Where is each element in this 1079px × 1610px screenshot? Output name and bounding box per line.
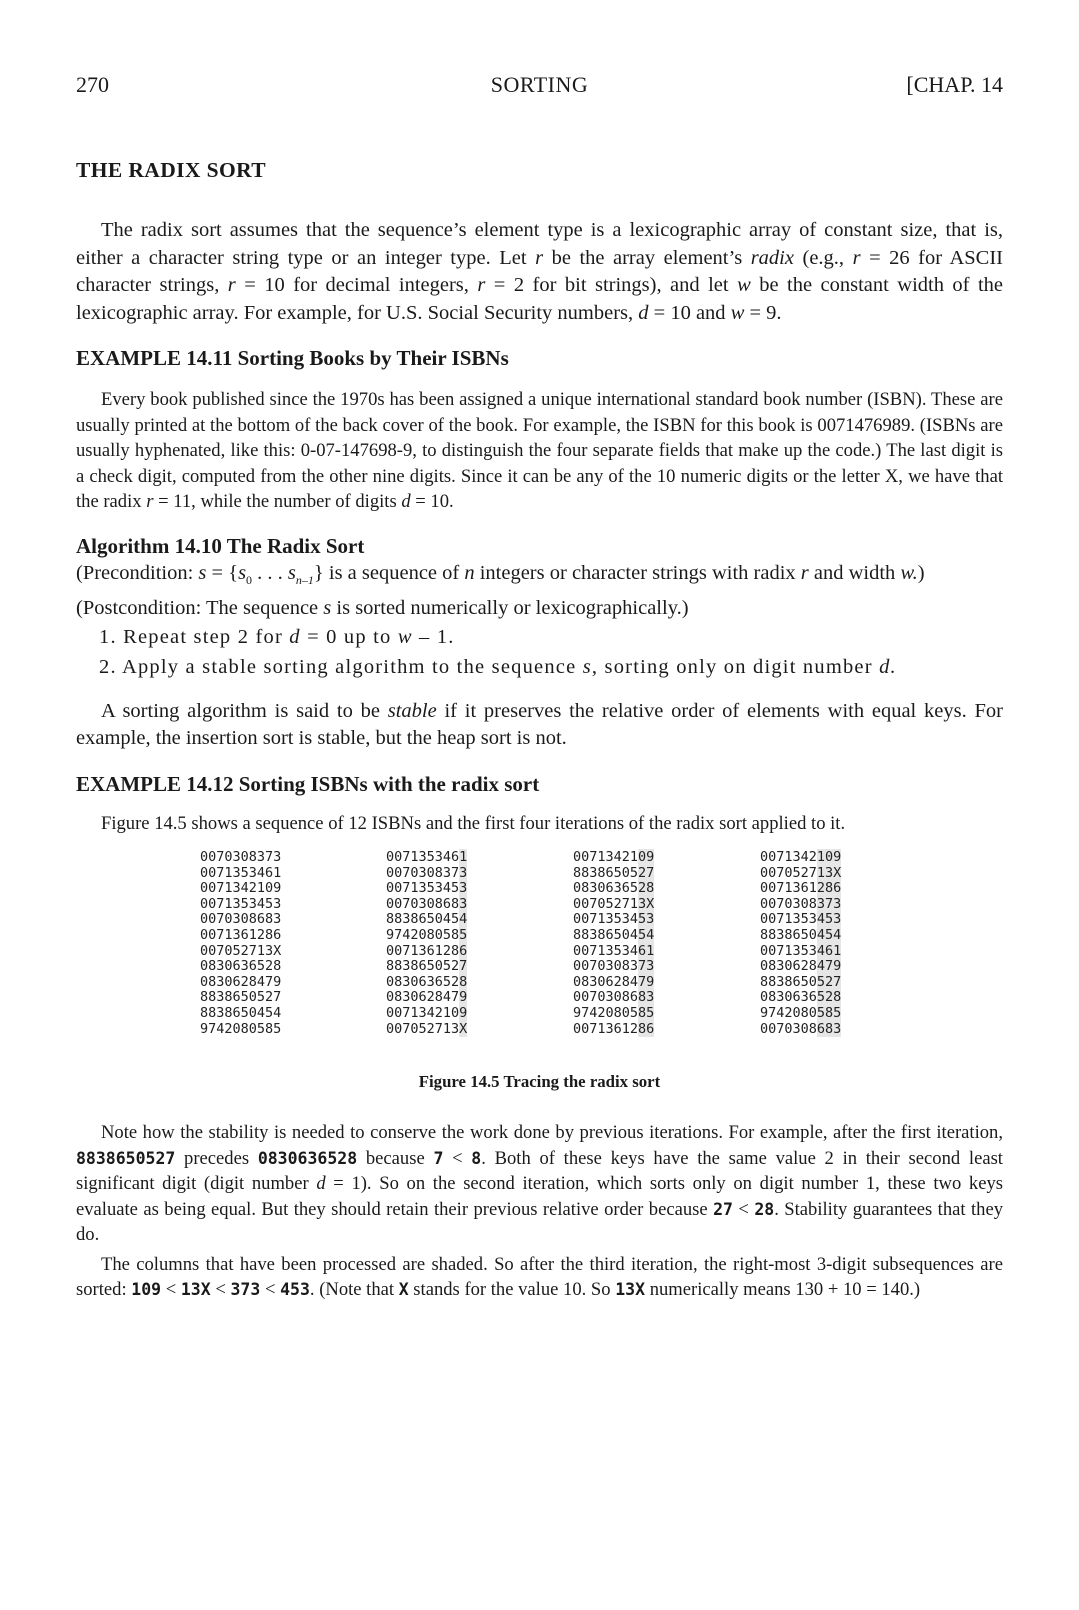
isbn-entry: 9742080585 (573, 1005, 655, 1022)
isbn-entry: 0070308373 (760, 895, 842, 912)
isbn-entry: 007052713X (200, 942, 282, 959)
isbn-entry: 0071353461 (760, 942, 842, 959)
isbn-entry: 0071353461 (200, 864, 282, 881)
isbn-entry: 0830636528 (386, 973, 468, 990)
isbn-entry: 8838650454 (200, 1005, 282, 1022)
isbn-entry: 0071342109 (573, 849, 655, 866)
algorithm-step-2: 2. Apply a stable sorting algorithm to the sequence s, sorting only on digit number d. (99, 655, 897, 678)
isbn-entry: 9742080585 (760, 1005, 842, 1022)
algorithm-title: Algorithm 14.10 The Radix Sort (76, 533, 365, 558)
isbn-entry: 0071342109 (760, 849, 842, 866)
isbn-entry: 0071361286 (573, 1020, 655, 1037)
isbn-entry: 0071353453 (573, 911, 655, 928)
intro-paragraph: The radix sort assumes that the sequence’s element type is a lexicographic array of constant size, that is, either a character string type or an integer type. Let r be the array element’s radix (e.g., r = 26 for ASCII character strings, r = 10 for decimal integers, r = 2 for bit strings), and let w be the constant width of the lexicographic array. For example, for U.S. Social Security numbers, d = 10 and w = 9. (76, 219, 1003, 324)
isbn-entry: 8838650454 (760, 927, 842, 944)
page-content (76, 158, 1003, 1303)
trace-column-initial (200, 850, 281, 1037)
isbn-entry: 0830636528 (760, 989, 842, 1006)
isbn-entry: 0071353461 (386, 849, 468, 866)
isbn-entry: 0070308683 (386, 895, 468, 912)
example-14-11-text: Every book published since the 1970s has been assigned a unique international standard book number (ISBN). These are usually printed at the bottom of the back cover of the book. For example, the ISBN for this book is 0071476989. (ISBNs are usually hyphenated, like this: 0-07-147698-9, to distinguish the four separate fields that make up the code.) The last digit is a check digit, computed from the other nine digits. Since it can be any of the 10 numeric digits or the letter X, we have that the radix r = 11, while the number of digits d = 10. (76, 389, 1003, 512)
isbn-entry: 0071361286 (760, 880, 842, 897)
isbn-entry: 0071353453 (386, 880, 468, 897)
page-header (76, 72, 1003, 102)
example-14-11-title: EXAMPLE 14.11 Sorting Books by Their ISBNs (76, 346, 509, 370)
chapter-label: [CHAP. 14 (906, 72, 1003, 97)
algorithm-step-1: 1. Repeat step 2 for d = 0 up to w – 1. (99, 625, 455, 648)
isbn-entry: 0070308373 (200, 849, 282, 866)
algorithm-postcondition: (Postcondition: The sequence s is sorted numerically or lexicographically.) (76, 596, 689, 619)
isbn-entry: 9742080585 (200, 1020, 282, 1037)
trace-column-iteration-3 (760, 850, 841, 1037)
stable-definition-paragraph: A sorting algorithm is said to be stable if it preserves the relative order of elements with equal keys. For example, the insertion sort is stable, but the heap sort is not. (76, 699, 1003, 750)
trace-column-iteration-1 (386, 850, 467, 1037)
figure-caption: Figure 14.5 Tracing the radix sort (418, 1072, 661, 1092)
isbn-entry: 0071361286 (386, 942, 468, 959)
isbn-entry: 8838650454 (386, 911, 468, 928)
example-14-12-title: EXAMPLE 14.12 Sorting ISBNs with the radix sort (76, 771, 540, 796)
isbn-entry: 0070308683 (760, 1020, 842, 1037)
isbn-entry: 0071342109 (200, 880, 282, 897)
stability-note-paragraph: Note how the stability is needed to conserve the work done by previous iterations. For example, after the first iteration, 8838650527 precedes 0830636528 because 7 < 8. Both of these keys have the same value 2 in their second least significant digit (digit number d = 1). So on the second iteration, which sorts only on digit number 1, these two keys evaluate as being equal. But they should retain their previous relative order because 27 < 28. Stability guarantees that they do. (76, 1122, 1003, 1246)
isbn-entry: 007052713X (760, 864, 842, 881)
isbn-entry: 0071342109 (386, 1005, 468, 1022)
isbn-entry: 0071353453 (200, 895, 282, 912)
example-14-12-text: Figure 14.5 shows a sequence of 12 ISBNs and the first four iterations of the radix sort applied to it. (101, 812, 846, 834)
isbn-entry: 8838650454 (573, 927, 655, 944)
isbn-entry: 8838650527 (573, 864, 655, 881)
isbn-entry: 0071361286 (200, 927, 282, 944)
isbn-entry: 8838650527 (200, 989, 282, 1006)
isbn-entry: 0070308373 (386, 864, 468, 881)
radix-trace-figure (76, 850, 1003, 1045)
isbn-entry: 0830628479 (760, 958, 842, 975)
isbn-entry: 0070308373 (573, 958, 655, 975)
isbn-entry: 0070308683 (200, 911, 282, 928)
isbn-entry: 0830628479 (200, 973, 282, 990)
algorithm-precondition: (Precondition: $s = \{s_0$ . . . $s_{n-1}$} is a sequence of n integers or character strings with radix r and width w.) (76, 561, 925, 587)
isbn-entry: 0830636528 (200, 958, 282, 975)
isbn-entry: 0071353453 (760, 911, 842, 928)
isbn-entry: 9742080585 (386, 927, 468, 944)
isbn-entry: 007052713X (573, 895, 655, 912)
isbn-entry: 0070308683 (573, 989, 655, 1006)
isbn-entry: 8838650527 (760, 973, 842, 990)
page-number: 270 (76, 72, 109, 97)
shading-note-paragraph: The columns that have been processed are shaded. So after the third iteration, the right-most 3-digit subsequences are sorted: 109 < 13X < 373 < 453. (Note that X stands for the value 10. So 13X numerically means 130 + 10 = 140.) (76, 1253, 1003, 1301)
section-title: THE RADIX SORT (76, 158, 267, 182)
trace-column-iteration-2 (573, 850, 654, 1037)
isbn-entry: 8838650527 (386, 958, 468, 975)
running-title: SORTING (490, 72, 589, 97)
isbn-entry: 0830628479 (573, 973, 655, 990)
isbn-entry: 0830636528 (573, 880, 655, 897)
isbn-entry: 0071353461 (573, 942, 655, 959)
isbn-entry: 0830628479 (386, 989, 468, 1006)
isbn-entry: 007052713X (386, 1020, 468, 1037)
